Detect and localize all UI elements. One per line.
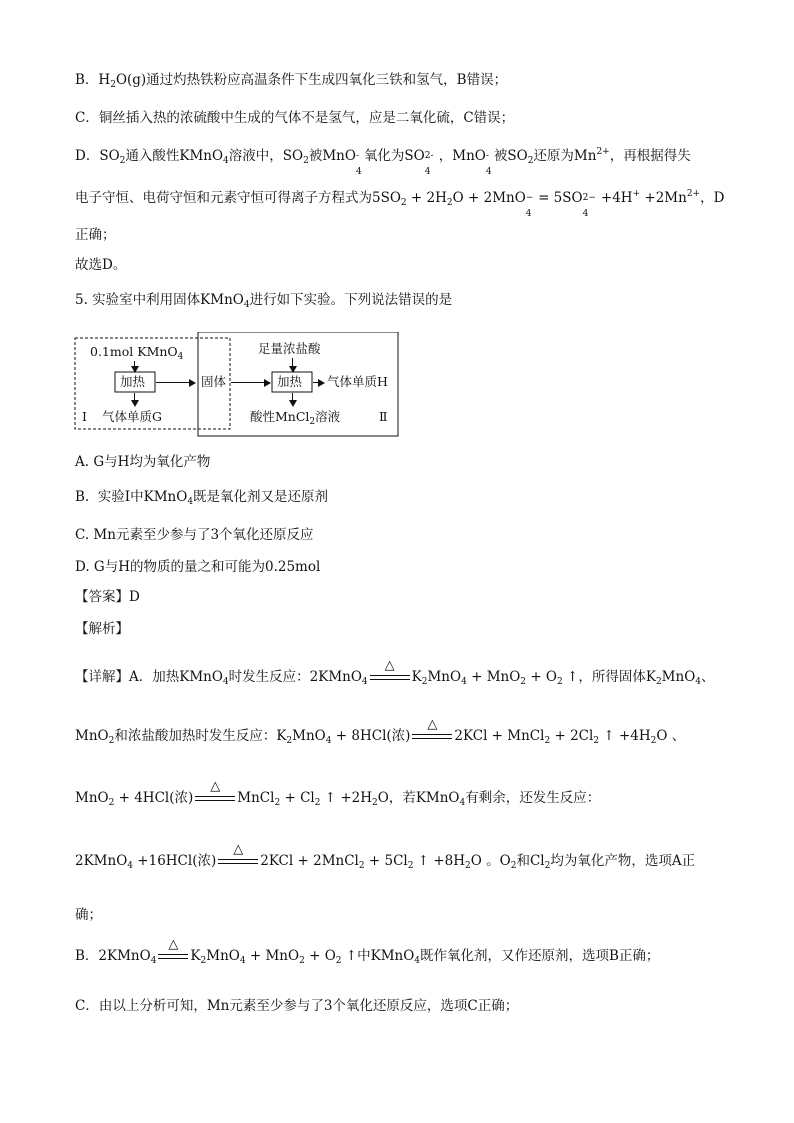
arrow-to-heat2 (231, 382, 269, 383)
text-run: MnO (427, 669, 462, 685)
subscript: 2 (299, 956, 305, 966)
gas-g-label: 气体单质G (102, 409, 162, 424)
line-b-old (75, 70, 507, 90)
text-run: 电子守恒、电荷守恒和元素守恒可得离子方程式为5SO (75, 190, 401, 206)
subscript: 2 (110, 80, 116, 90)
subscript: 4 (187, 497, 194, 507)
text-run: + 5Cl (364, 853, 408, 869)
text-run: C．由以上分析可知，Mn元素至少参与了3个氧化还原反应，选项C正确； (75, 998, 519, 1014)
subscript: 2 (314, 798, 321, 808)
heating-equals-sign (218, 841, 258, 869)
text-run: ，再根据得失 (609, 148, 691, 164)
text-run: = 5SO (533, 190, 583, 206)
text-run: 2KCl + MnCl (454, 728, 545, 744)
subscript: 4 (150, 956, 157, 966)
heating-equals-sign (370, 657, 410, 685)
text-run: + O (526, 669, 557, 685)
heating-equals-sign (195, 778, 235, 806)
line-d-old-3 (75, 225, 116, 245)
text-run: 2KCl + 2MnCl (260, 853, 359, 869)
text-run: + MnO (245, 948, 300, 964)
text-run: 和Cl (516, 853, 545, 869)
equals-bar (370, 679, 410, 680)
heat2-label: 加热 (277, 374, 303, 389)
line-detail-a-4 (75, 841, 696, 871)
gas-h-label: 气体单质H (327, 374, 388, 389)
subscript: 2 (510, 861, 517, 871)
text-run: 2KMnO (75, 853, 128, 869)
text-run: 氧化为SO (363, 148, 425, 164)
line-d-old-1: D．$SO_2$通入酸性KMnO$_4$溶液中，$SO_2$被MnO - 4 氧化为SO 2- 4 ，MnO - 4 被$SO_2$还原为$Mn^{2+}$，再根据得失 (75, 147, 691, 177)
text-run: 进行如下实验。下列说法错误的是 (249, 292, 453, 308)
text-run: ↑ +2H (320, 790, 373, 806)
subscript: 2 (303, 156, 309, 166)
subscript: 4 (361, 677, 368, 687)
text-run: A. G与H均为氧化产物 (75, 454, 211, 470)
subscript: 2 (557, 677, 563, 687)
text-run: 【详解】A．加热KMnO (75, 669, 223, 685)
arrow-to-h (313, 382, 323, 383)
text-run: + O (304, 948, 336, 964)
text-run: 还原为Mn (533, 148, 597, 164)
subscript: 2 (544, 736, 551, 746)
heating-equals-sign (412, 716, 452, 744)
text-run: 被SO (493, 148, 528, 164)
text-run: B. 实验Ⅰ中KMnO (75, 489, 188, 505)
subscript: 4 (459, 798, 466, 808)
line-detail-a-5 (75, 905, 102, 925)
subscript: 4 (243, 300, 250, 310)
subscript: 2 (446, 198, 453, 208)
text-run: 确； (75, 907, 102, 923)
text-run: MnO (661, 669, 696, 685)
text-run: O(g)通过灼热铁粉应高温条件下生成四氧化三铁和氢气，B错误； (115, 72, 508, 88)
text-run: D．SO (75, 148, 120, 164)
text-run: + Cl (280, 790, 315, 806)
text-run: ↑，所得固体K (562, 669, 656, 685)
text-run: MnO (206, 948, 240, 964)
text-run: K (411, 669, 422, 685)
subscript: 2 (593, 736, 600, 746)
text-run: B．2KMnO (75, 948, 151, 964)
subscript: 4 (239, 956, 246, 966)
line-detail-a-1 (75, 657, 715, 687)
start-material: 0.1mol KMnO$_4$ (90, 344, 184, 362)
text-run: C. Mn元素至少参与了3个氧化还原反应 (75, 527, 314, 543)
text-run: 有剩余，还发生反应： (465, 790, 601, 806)
subscript: 2 (407, 861, 414, 871)
subscript: 4 (223, 156, 229, 166)
equals-bar (412, 734, 452, 735)
subscript: 2 (655, 677, 662, 687)
text-run: + 2H (406, 190, 447, 206)
text-run: 既作氧化剂，又作还原剂，选项B正确； (420, 948, 660, 964)
subscript: 2 (520, 677, 527, 687)
line-analysis (75, 619, 129, 639)
text-run: C．铜丝插入热的浓硫酸中生成的气体不是氢气，应是二氧化硫，C错误； (75, 110, 515, 126)
heat-triangle-icon: △ (210, 778, 221, 794)
text-run: + 2Cl (550, 728, 594, 744)
solution-label: 酸性MnCl$_2$溶液 (250, 409, 341, 427)
line-opt-d (75, 557, 320, 577)
heat-triangle-icon: △ (384, 657, 395, 673)
subscript: 2 (465, 861, 471, 871)
heat-triangle-icon: △ (427, 716, 438, 732)
subscript: 2 (108, 798, 115, 808)
text-run: 5. 实验室中利用固体KMnO (75, 292, 244, 308)
experiment-flow-diagram (74, 332, 399, 438)
subscript: 2 (421, 677, 428, 687)
text-run: ↑中KMnO (341, 948, 415, 964)
subscript: 2 (119, 156, 126, 166)
text-run: O 、 (656, 728, 686, 744)
subscript: 2 (274, 798, 281, 808)
text-run: 【解析】 (75, 621, 129, 637)
line-opt-c (75, 525, 314, 545)
heating-equals-sign (158, 936, 188, 964)
text-run: O + 2MnO (452, 190, 526, 206)
reagent-label: 足量浓盐酸 (258, 341, 321, 356)
text-run: 被MnO (308, 148, 356, 164)
text-run: 【答案】D (75, 589, 140, 605)
label-ii: Ⅱ (379, 409, 388, 424)
arrow-to-solid (156, 382, 194, 383)
line-detail-c (75, 996, 518, 1016)
line-opt-a (75, 452, 210, 472)
text-run: 正确； (75, 227, 116, 243)
solid-label: 固体 (201, 374, 227, 389)
text-run: 通入酸性KMnO (125, 148, 224, 164)
line-c-old (75, 108, 514, 128)
subscript: 4 (222, 677, 229, 687)
equals-bar (195, 796, 235, 797)
text-run: 和浓盐酸加热时发生反应：K (114, 728, 287, 744)
text-run: ↑ +4H (599, 728, 651, 744)
equals-bar (370, 675, 410, 676)
text-run: +4H (596, 190, 633, 206)
text-run: 既是氧化剂又是还原剂 (193, 489, 329, 505)
subscript: 4 (325, 736, 332, 746)
line-detail-b (75, 936, 660, 966)
subscript: 2 (200, 956, 207, 966)
subscript: 2 (650, 736, 657, 746)
subscript: 4 (127, 861, 133, 871)
equals-bar (218, 863, 258, 864)
superscript: 2+ (596, 147, 610, 157)
equals-bar (158, 958, 188, 959)
text-run: ，MnO (438, 148, 486, 164)
text-run: 溶液中，SO (228, 148, 304, 164)
heat-triangle-icon: △ (233, 841, 244, 857)
line-answer (75, 587, 140, 607)
subscript: 4 (461, 677, 467, 687)
subscript: 2 (286, 736, 293, 746)
equals-bar (218, 859, 258, 860)
heat-triangle-icon: △ (168, 936, 179, 952)
line-choose-d (75, 255, 126, 275)
line-detail-a-3 (75, 778, 601, 808)
text-run: MnCl (237, 790, 275, 806)
text-run: + MnO (466, 669, 521, 685)
subscript: 2 (372, 798, 378, 808)
line-q5-stem (75, 290, 452, 310)
text-run: +16HCl(浓) (133, 853, 217, 869)
text-run: MnO (292, 728, 326, 744)
text-run: 均为氧化产物，选项A正 (550, 853, 696, 869)
text-run: 时发生反应：2KMnO (228, 669, 362, 685)
text-run: + 8HCl(浓) (331, 728, 411, 744)
text-run: + 4HCl(浓) (114, 790, 194, 806)
arrow-reagent (292, 358, 293, 371)
arrow-to-heat1 (134, 361, 135, 371)
line-d-old-2: 电子守恒、电荷守恒和元素守恒可得离子方程式为$5SO_2 + 2H_2O + 2MnO$ − 4 = 5SO 2− 4 $+4H^+ +2Mn^{2+}$，D (75, 189, 725, 219)
subscript: 4 (414, 956, 421, 966)
text-run: MnO (75, 728, 109, 744)
text-run: MnO (75, 790, 109, 806)
text-run: K (190, 948, 201, 964)
line-detail-a-2 (75, 716, 686, 746)
line-opt-b (75, 487, 328, 507)
label-i: Ⅰ (82, 409, 87, 424)
text-run: 、 (701, 669, 715, 685)
text-run: D. G与H的物质的量之和可能为0.25mol (75, 559, 321, 575)
arrow-to-g (134, 393, 135, 405)
subscript: 2 (358, 861, 365, 871)
subscript: 2 (400, 198, 407, 208)
text-run: ↑ +8H (413, 853, 466, 869)
subscript: 2 (527, 156, 534, 166)
superscript: 2+ (686, 189, 701, 199)
text-run: ，D (700, 190, 725, 206)
equals-bar (412, 738, 452, 739)
text-run: O，若KMnO (377, 790, 460, 806)
arrow-to-solution (292, 393, 293, 405)
subscript: 4 (695, 677, 701, 687)
text-run: +2Mn (640, 190, 687, 206)
superscript: + (632, 189, 641, 199)
subscript: 2 (108, 736, 115, 746)
text-run: B．H (75, 72, 111, 88)
subscript: 2 (544, 861, 551, 871)
text-run: 故选D。 (75, 257, 127, 273)
heat1-label: 加热 (120, 374, 146, 389)
equals-bar (158, 954, 188, 955)
subscript: 2 (335, 956, 342, 966)
equals-bar (195, 800, 235, 801)
text-run: O 。O (470, 853, 511, 869)
